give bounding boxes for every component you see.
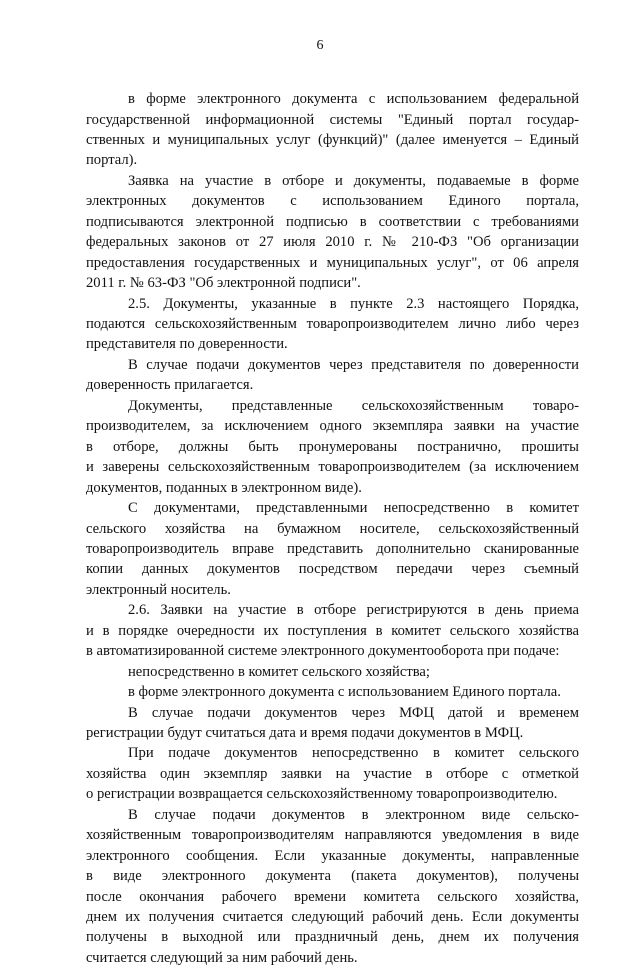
text-line: доверенность прилагается. bbox=[86, 377, 254, 394]
text-line: В случае подачи документов через МФЦ датой и временем bbox=[128, 704, 579, 721]
text-line: сельского хозяйства на бумажном носителе, сельскохозяйственный bbox=[86, 520, 579, 537]
text-line: федеральных законов от 27 июля 2010 г. № 210-ФЗ "Об организации bbox=[86, 234, 579, 251]
text-line: и заверены сельскохозяйственным товаропроизводителем (за исключением bbox=[86, 459, 579, 476]
text-line: в форме электронного документа с использованием федеральной bbox=[128, 91, 579, 107]
text-line: в автоматизированной системе электронного документооборота при подаче: bbox=[86, 643, 560, 660]
text-line: в отборе, должны быть пронумерованы постранично, прошиты bbox=[86, 438, 579, 455]
text-line: Документы, представленные сельскохозяйственным товаро- bbox=[128, 397, 579, 414]
text-line: представителя по доверенности. bbox=[86, 336, 288, 353]
text-line: портал). bbox=[86, 152, 138, 169]
text-line: 2.5. Документы, указанные в пункте 2.3 настоящего Порядка, bbox=[128, 295, 579, 312]
text-line: производителем, за исключением одного экземпляра заявки на участие bbox=[86, 418, 579, 435]
text-line: С документами, представленными непосредственно в комитет bbox=[128, 500, 579, 516]
text-line: документов, поданных в электронном виде). bbox=[86, 479, 362, 496]
text-line: ственных и муниципальных услуг (функций)" (далее именуется – Единый bbox=[86, 131, 579, 148]
text-line: копии данных документов посредством передачи через съемный bbox=[86, 561, 579, 578]
text-line: считается следующий за ним рабочий день. bbox=[86, 949, 358, 966]
text-line: днем их получения считается следующий рабочий день. Если документы bbox=[86, 909, 579, 925]
text-line: в форме электронного документа с использованием Единого портала. bbox=[128, 684, 561, 700]
text-line: в виде электронного документа (пакета документов), получены bbox=[86, 868, 579, 885]
text-line: и в порядке очередности их поступления в комитет сельского хозяйства bbox=[86, 622, 579, 639]
text-line: В случае подачи документов через представителя по доверенности bbox=[128, 356, 579, 373]
text-line: хозяйственным товаропроизводителям направляются уведомления в виде bbox=[86, 827, 579, 844]
text-line: товаропроизводитель вправе представить дополнительно сканированные bbox=[86, 540, 579, 557]
text-line: электронных документов с использованием Единого портала, bbox=[86, 193, 579, 210]
text-line: электронного сообщения. Если указанные документы, направленные bbox=[86, 847, 579, 864]
text-line: получены в выходной или праздничный день, днем их получения bbox=[86, 929, 579, 946]
text-line: подписываются электронной подписью в соответствии с требованиями bbox=[86, 213, 579, 230]
text-line: 2.6. Заявки на участие в отборе регистрируются в день приема bbox=[128, 602, 579, 619]
text-line: В случае подачи документов в электронном виде сельско- bbox=[128, 806, 579, 823]
text-line: хозяйства один экземпляр заявки на участие в отборе с отметкой bbox=[86, 765, 579, 782]
text-line: электронный носитель. bbox=[86, 581, 231, 598]
text-line: Заявка на участие в отборе и документы, подаваемые в форме bbox=[128, 172, 579, 189]
text-line: непосредственно в комитет сельского хозяйства; bbox=[128, 663, 430, 680]
text-line: после окончания рабочего времени комитета сельского хозяйства, bbox=[86, 888, 579, 905]
text-line: подаются сельскохозяйственным товаропроизводителем лично либо через bbox=[86, 315, 579, 332]
text-line: При подаче документов непосредственно в комитет сельского bbox=[128, 745, 579, 762]
page-number: 6 bbox=[316, 38, 324, 53]
text-line: регистрации будут считаться дата и время подачи документов в МФЦ. bbox=[86, 724, 524, 741]
text-line: о регистрации возвращается сельскохозяйственному товаропроизводителю. bbox=[86, 786, 558, 803]
text-line: предоставления государственных и муниципальных услуг", от 06 апреля bbox=[86, 254, 579, 271]
text-line: государственной информационной системы "Единый портал государ- bbox=[86, 111, 579, 128]
text-line: 2011 г. № 63-ФЗ "Об электронной подписи". bbox=[86, 275, 361, 291]
